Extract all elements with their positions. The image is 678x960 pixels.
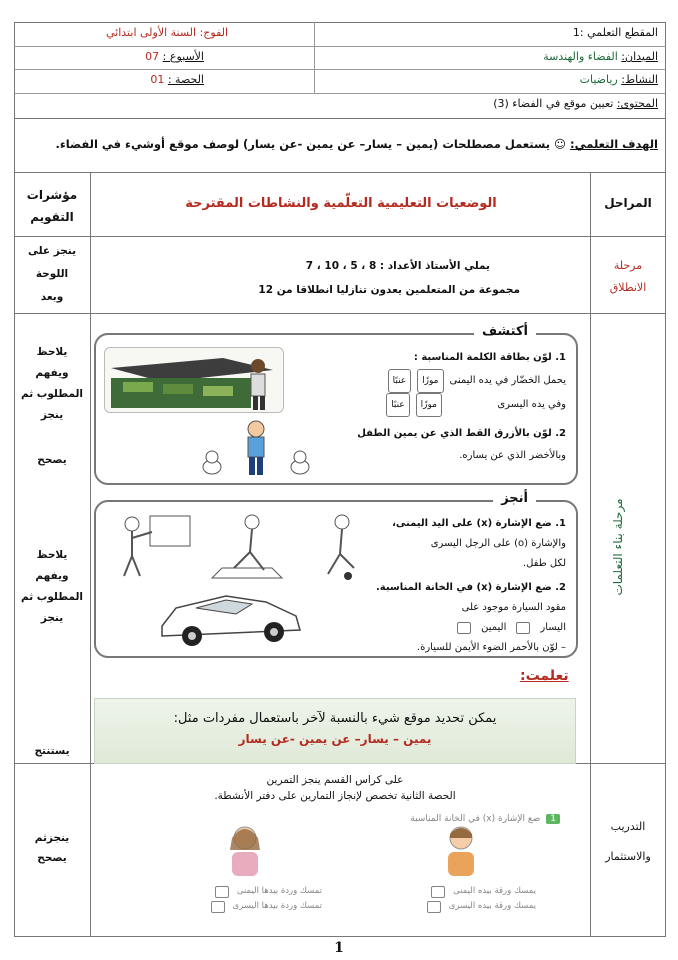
goal-line <box>55 137 658 151</box>
achieve-title: أنجز <box>493 491 536 506</box>
boy-choice-1-checkbox[interactable] <box>431 886 445 898</box>
launch-eval-l2: اللوحة <box>35 268 69 280</box>
option-left-label: اليسار <box>540 622 566 633</box>
discover-q1-a-row <box>316 369 566 393</box>
girl-choice-2 <box>122 899 322 914</box>
stage-launch <box>590 255 666 299</box>
build-eval-1-l1: يلاحظ <box>36 346 68 358</box>
field-label: الحصة : <box>167 73 204 86</box>
field-label: المحتوى: <box>616 97 658 110</box>
training-line1: على كراس القسم ينجز التمرين <box>266 774 404 786</box>
discover-title: أكتشف <box>474 324 536 339</box>
training-instructions <box>94 772 576 804</box>
discover-q1: 1. لوّن بطاقة الكلمة المناسبة : <box>413 352 566 363</box>
field-value: 01 <box>150 73 165 86</box>
achieve-text <box>366 514 566 658</box>
chip-grapes[interactable]: عنبًا <box>388 369 412 393</box>
field-label: النشاط: <box>621 73 658 86</box>
header-row1-right: المقطع التعلمي :1 <box>572 26 658 39</box>
boy-drawing <box>426 824 496 880</box>
header-row3-right <box>580 73 658 86</box>
launch-eval <box>14 240 90 309</box>
children-image <box>102 510 372 580</box>
vegetable-stand-image <box>104 347 284 413</box>
field-label: الميدان: <box>621 50 658 63</box>
header-row1-left: الفوج: السنة الأولى ابتدائي <box>106 26 229 39</box>
build-eval-2-l3: المطلوب ثم <box>20 591 84 603</box>
achieve-box <box>94 491 578 658</box>
boy-choice-2-checkbox[interactable] <box>427 901 441 913</box>
goal-text: يستعمل مصطلحات (يمين – يسار– عن يمين -عن يسار) لوصف موقع أوشيء في الفضاء. <box>55 137 551 151</box>
discover-q1-a: يحمل الخضّار في يده اليمنى <box>449 375 566 386</box>
car-drawing <box>156 586 306 650</box>
build-eval-2-l1: يلاحظ <box>36 549 68 561</box>
divider <box>14 313 666 314</box>
option-right-label: اليمين <box>481 622 507 633</box>
divider <box>14 69 666 70</box>
launch-line1: يملي الأستاذ الأعداد : 8 ، 5 ، 10 ، 7 <box>305 260 490 272</box>
exercise-header <box>410 814 560 824</box>
launch-eval-l1: ينجز على <box>27 245 77 257</box>
col-header-indicators <box>14 184 90 228</box>
divider <box>314 22 315 93</box>
discover-q1-b: وفي يده اليسرى <box>497 399 566 410</box>
build-eval-1-l4: ينجز <box>40 409 64 421</box>
discover-text <box>316 347 566 467</box>
divider <box>14 172 666 173</box>
build-eval-2-l2: ويفهم <box>35 570 69 582</box>
col-header-stages: المراحل <box>604 196 652 210</box>
chip-banana[interactable]: موزًا <box>417 369 443 393</box>
training-line2: الحصة الثانية تخصص لإنجاز التمارين على دفتر الأنشطة. <box>214 790 456 802</box>
stage-training <box>590 812 666 872</box>
divider <box>14 93 666 94</box>
stage-training-l1: التدريب <box>610 820 646 833</box>
discover-q2-b: وبالأخضر الذي عن يساره. <box>459 450 566 461</box>
boy-choice-2 <box>336 899 536 914</box>
learned-title: تعلمت: <box>520 668 569 684</box>
build-eval-1-l2: ويفهم <box>35 367 69 379</box>
boy-cats-image <box>196 419 316 481</box>
header-row2-right <box>543 50 658 63</box>
discover-box <box>94 324 578 485</box>
achieve-q2: 2. ضع الإشارة (x) في الخانة المناسبة. <box>375 582 566 593</box>
launch-content <box>120 254 560 302</box>
stage-launch-l1: مرحلة <box>613 259 643 272</box>
build-eval-2 <box>14 545 90 629</box>
boy-image <box>426 824 496 880</box>
field-value: رياضيات <box>579 73 618 86</box>
boy-choice-1 <box>336 884 536 899</box>
learned-line1: يمكن تحديد موقع شيء بالنسبة لآخر باستعمال مفردات مثل: <box>173 711 497 726</box>
learned-line2: يمين – يسار– عن يمين -عن يسار <box>238 732 432 746</box>
build-eval-1-l3: المطلوب ثم <box>20 388 84 400</box>
exercise-box <box>110 810 570 922</box>
children-drawing <box>102 510 372 580</box>
build-eval-1 <box>14 342 90 471</box>
field-value: 07 <box>145 50 160 63</box>
col-header-indicators-l2: التقويم <box>30 210 74 224</box>
achieve-q2-c: – لوّن بالأحمر الضوء الأيمن للسيارة. <box>416 642 566 653</box>
girl-drawing <box>210 824 280 880</box>
smiley-icon: ☺ <box>554 137 567 151</box>
girl-choice-2-label: تمسك وردة بيدها اليسرى <box>232 901 322 911</box>
field-value: الفضاء والهندسة <box>543 50 618 63</box>
boy-cats-drawing <box>196 419 316 481</box>
exercise-text: ضع الإشارة (x) في الخانة المناسبة <box>410 814 541 824</box>
exercise-number: 1 <box>546 814 560 824</box>
training-eval <box>14 828 90 868</box>
achieve-q1-b: والإشارة (o) على الرجل اليسرى <box>430 538 566 549</box>
achieve-q2-b: مقود السيارة موجود على <box>461 602 566 613</box>
training-eval-l1: ينجزثم <box>34 832 70 844</box>
launch-eval-l3: وبعد <box>40 291 64 303</box>
achieve-q1-c: لكل طفل. <box>522 558 566 569</box>
header-row2-left <box>104 50 204 63</box>
boy-choice-1-label: يمسك ورقة بيده اليمنى <box>453 886 536 896</box>
discover-q1-b-row <box>316 393 566 417</box>
girl-image <box>210 824 280 880</box>
stage-training-l2: والاستثمار <box>605 850 651 863</box>
stage-launch-l2: الانطلاق <box>609 281 647 294</box>
car-image <box>156 586 306 650</box>
girl-choice-1 <box>122 884 322 899</box>
header-row3-left <box>104 73 204 86</box>
col-header-indicators-l1: مؤشرات <box>26 188 78 202</box>
divider <box>90 172 91 937</box>
boy-choices <box>336 884 536 914</box>
vegetable-stand-drawing <box>103 348 283 414</box>
girl-choices <box>122 884 322 914</box>
learned-box <box>94 698 576 764</box>
girl-choice-1-label: تمسك وردة بيدها اليمنى <box>236 886 322 896</box>
chip-banana[interactable]: موزًا <box>416 393 442 417</box>
chip-grapes[interactable]: عنبًا <box>386 393 410 417</box>
divider <box>14 46 666 47</box>
achieve-q1: 1. ضع الإشارة (x) على اليد اليمنى، <box>392 518 566 529</box>
page-number: 1 <box>334 940 344 956</box>
training-eval-l2: يصحح <box>37 852 67 864</box>
field-value: تعيين موقع في الفضاء (3) <box>493 97 614 110</box>
stage-build: مرحلة بناء التعلمات <box>611 498 625 596</box>
discover-q2: 2. لوّن بالأزرق القط الذي عن يمين الطفل <box>357 428 566 439</box>
build-eval-1-l5: يصحح <box>37 454 67 466</box>
boy-choice-2-label: يمسك ورقة بيده اليسرى <box>448 901 536 911</box>
goal-label: الهدف التعلمي: <box>570 137 658 151</box>
girl-choice-2-checkbox[interactable] <box>211 901 225 913</box>
option-left-checkbox[interactable] <box>516 622 530 634</box>
header-row4 <box>493 97 658 110</box>
header-block <box>14 22 666 118</box>
divider <box>14 236 666 237</box>
build-eval-3: يستنتج <box>34 745 70 757</box>
girl-choice-1-checkbox[interactable] <box>215 886 229 898</box>
col-header-situations: الوضعيات التعليمية التعلّمية والنشاطات المقترحة <box>185 196 497 211</box>
field-label: الأسبوع : <box>162 50 204 63</box>
build-eval-2-l4: ينجز <box>40 612 64 624</box>
option-right-checkbox[interactable] <box>457 622 471 634</box>
achieve-options <box>366 618 566 638</box>
launch-line2: مجموعة من المتعلمين يعدون تنازليا انطلاقا من 12 <box>258 284 520 296</box>
goal-row <box>14 118 666 172</box>
